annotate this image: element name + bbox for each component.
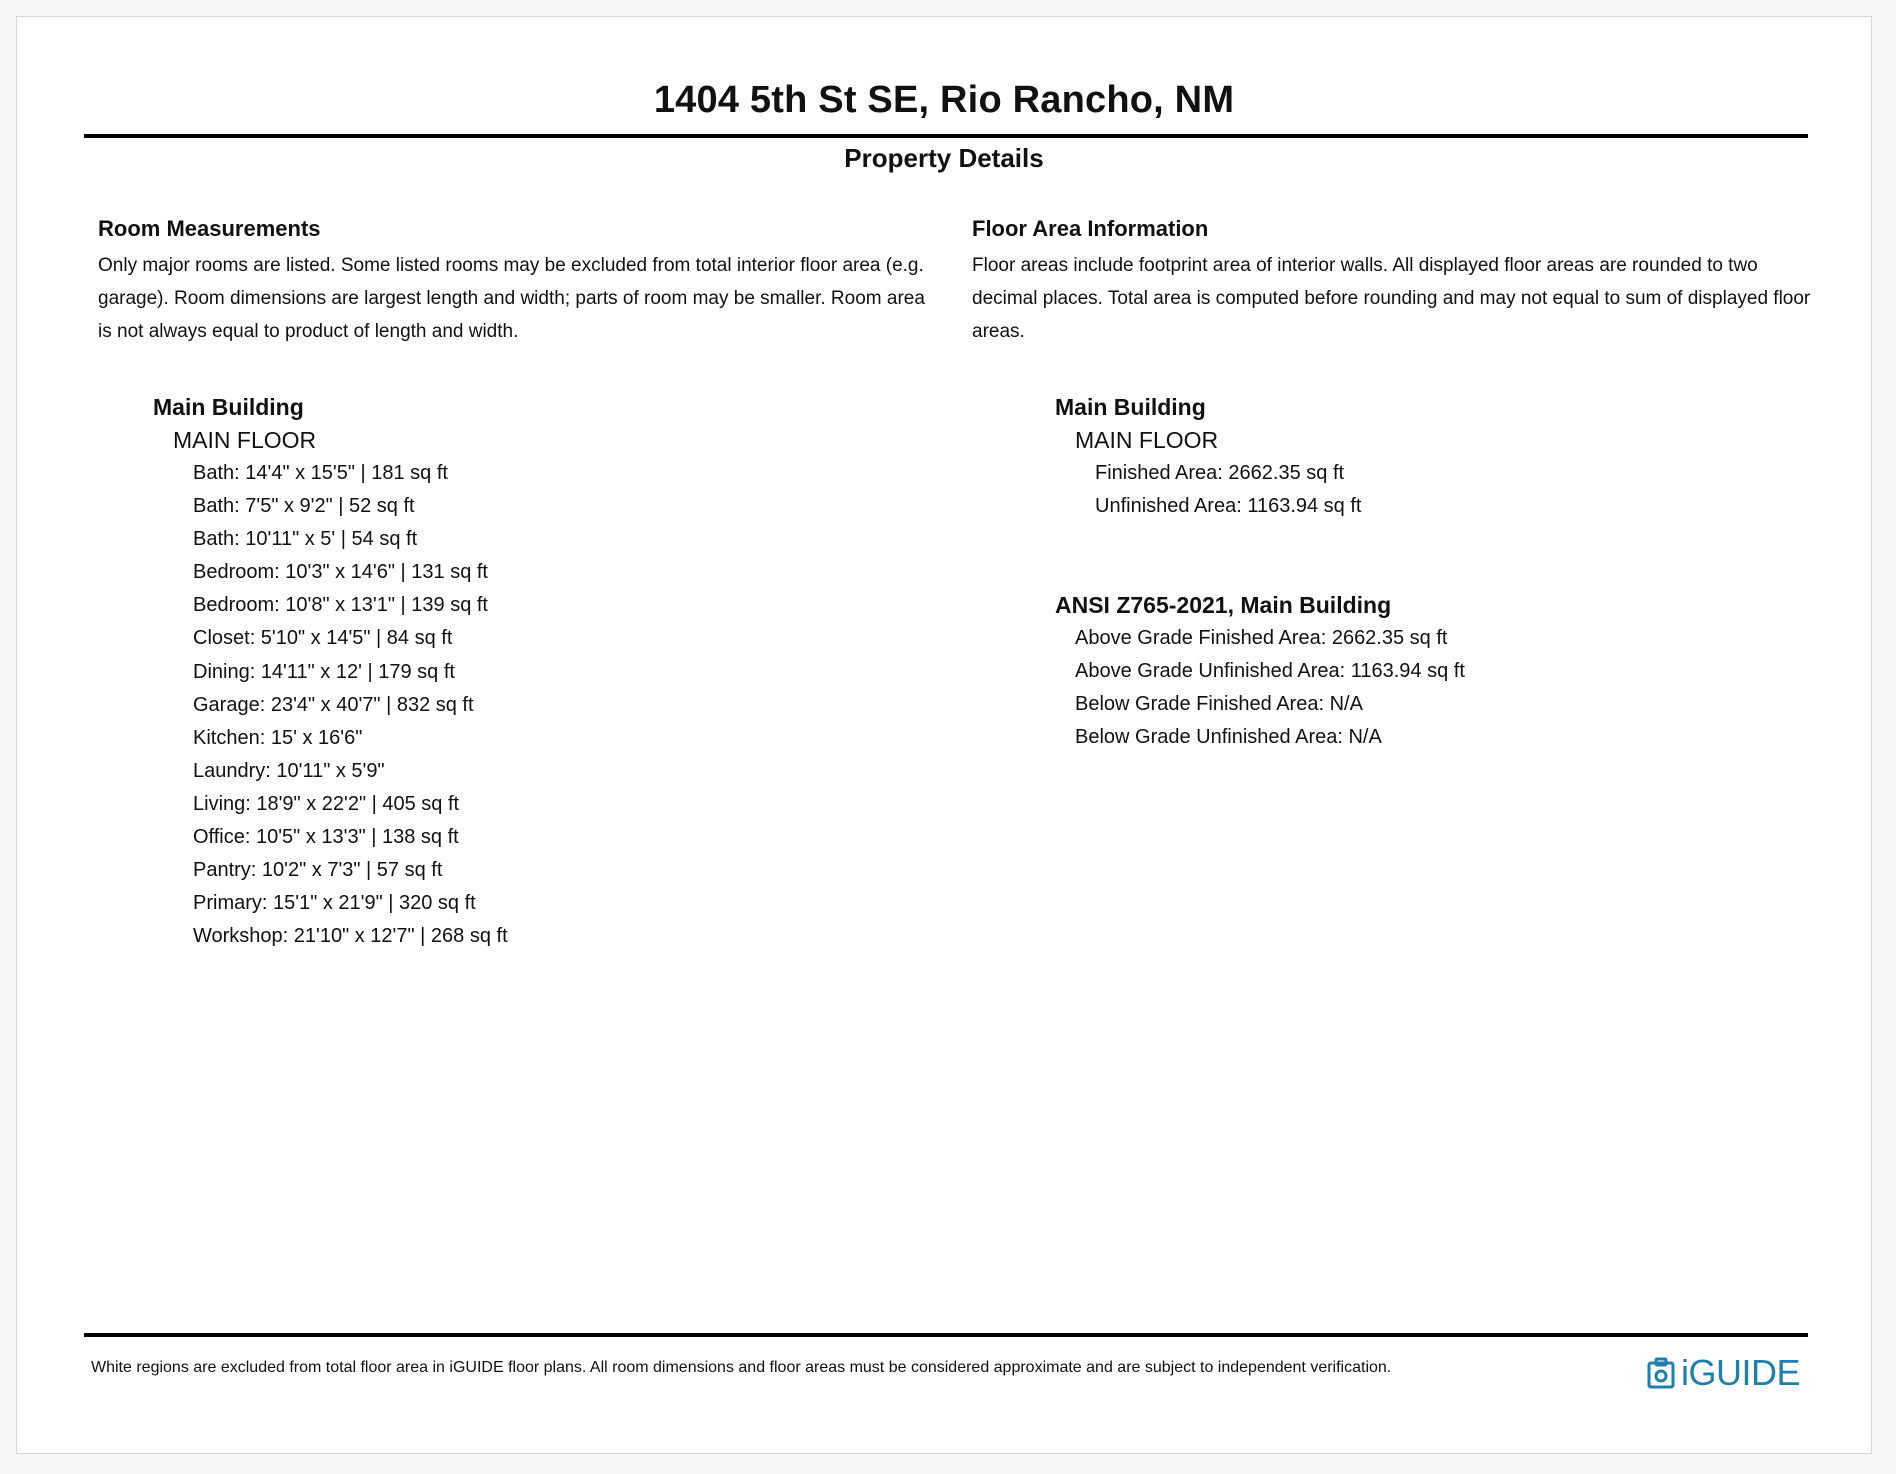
- floor-area-section: [972, 213, 1812, 348]
- room-item: Workshop: 21'10" x 12'7" | 268 sq ft: [193, 925, 508, 948]
- room-measurements-note: Only major rooms are listed. Some listed rooms may be excluded from total interior floor area (e.g. garage). Room dimensions are largest length and width; parts of room may be smaller. Room area is not always equal to product of length and width.: [98, 255, 925, 342]
- footer-divider: [84, 1333, 1808, 1337]
- room-item: Dining: 14'11" x 12' | 179 sq ft: [193, 660, 455, 683]
- room-item: Bath: 10'11" x 5' | 54 sq ft: [193, 528, 418, 551]
- footer-disclaimer: White regions are excluded from total floor area in iGUIDE floor plans. All room dimensions and floor areas must be considered approximate and are subject to independent verification.: [91, 1359, 1392, 1376]
- ansi-block: [1055, 589, 1465, 754]
- area-building-heading: Main Building: [1055, 394, 1206, 420]
- ansi-heading: ANSI Z765-2021, Main Building: [1055, 592, 1392, 618]
- room-item: Kitchen: 15' x 16'6": [193, 726, 363, 749]
- iguide-logo-icon: [1647, 1357, 1677, 1389]
- room-item: Garage: 23'4" x 40'7" | 832 sq ft: [193, 693, 474, 716]
- room-item: Bedroom: 10'8" x 13'1" | 139 sq ft: [193, 594, 488, 617]
- ansi-item: Above Grade Finished Area: 2662.35 sq ft: [1075, 627, 1448, 649]
- area-item: Unfinished Area: 1163.94 sq ft: [1095, 495, 1362, 518]
- page-subtitle: Property Details: [844, 143, 1044, 173]
- room-item: Bath: 7'5" x 9'2" | 52 sq ft: [193, 495, 415, 518]
- room-item: Closet: 5'10" x 14'5" | 84 sq ft: [193, 627, 453, 650]
- room-list: [153, 457, 508, 953]
- floor-area-block: [1055, 391, 1361, 523]
- document-page: [16, 16, 1872, 1454]
- room-floor-heading: MAIN FLOOR: [173, 427, 317, 453]
- room-building-heading: Main Building: [153, 394, 304, 420]
- area-list: [1055, 457, 1361, 523]
- room-item: Bath: 14'4" x 15'5" | 181 sq ft: [193, 462, 448, 484]
- floor-area-note: Floor areas include footprint area of interior walls. All displayed floor areas are rounded to two decimal places. Total area is computed before rounding and may not equal to sum of displayed floor areas.: [972, 255, 1811, 342]
- ansi-item: Below Grade Finished Area: N/A: [1075, 693, 1363, 716]
- area-floor-heading: MAIN FLOOR: [1075, 427, 1219, 453]
- room-item: Office: 10'5" x 13'3" | 138 sq ft: [193, 826, 459, 849]
- ansi-item: Below Grade Unfinished Area: N/A: [1075, 726, 1382, 749]
- page-title: 1404 5th St SE, Rio Rancho, NM: [653, 79, 1235, 121]
- iguide-logo-text: iGUIDE: [1681, 1352, 1801, 1393]
- room-measurements-heading: Room Measurements: [98, 216, 321, 241]
- title-divider: [84, 134, 1808, 138]
- room-item: Living: 18'9" x 22'2" | 405 sq ft: [193, 792, 460, 815]
- area-item: Finished Area: 2662.35 sq ft: [1095, 462, 1345, 484]
- iguide-logo: [1647, 1353, 1800, 1393]
- room-list-block: [153, 391, 508, 953]
- floor-area-heading: Floor Area Information: [972, 216, 1209, 241]
- ansi-item: Above Grade Unfinished Area: 1163.94 sq ft: [1075, 660, 1465, 683]
- room-item: Laundry: 10'11" x 5'9": [193, 759, 385, 782]
- room-item: Pantry: 10'2" x 7'3" | 57 sq ft: [193, 859, 443, 882]
- room-item: Bedroom: 10'3" x 14'6" | 131 sq ft: [193, 561, 488, 584]
- ansi-list: [1055, 622, 1465, 754]
- room-item: Primary: 15'1" x 21'9" | 320 sq ft: [193, 892, 476, 915]
- room-measurements-section: [98, 213, 938, 348]
